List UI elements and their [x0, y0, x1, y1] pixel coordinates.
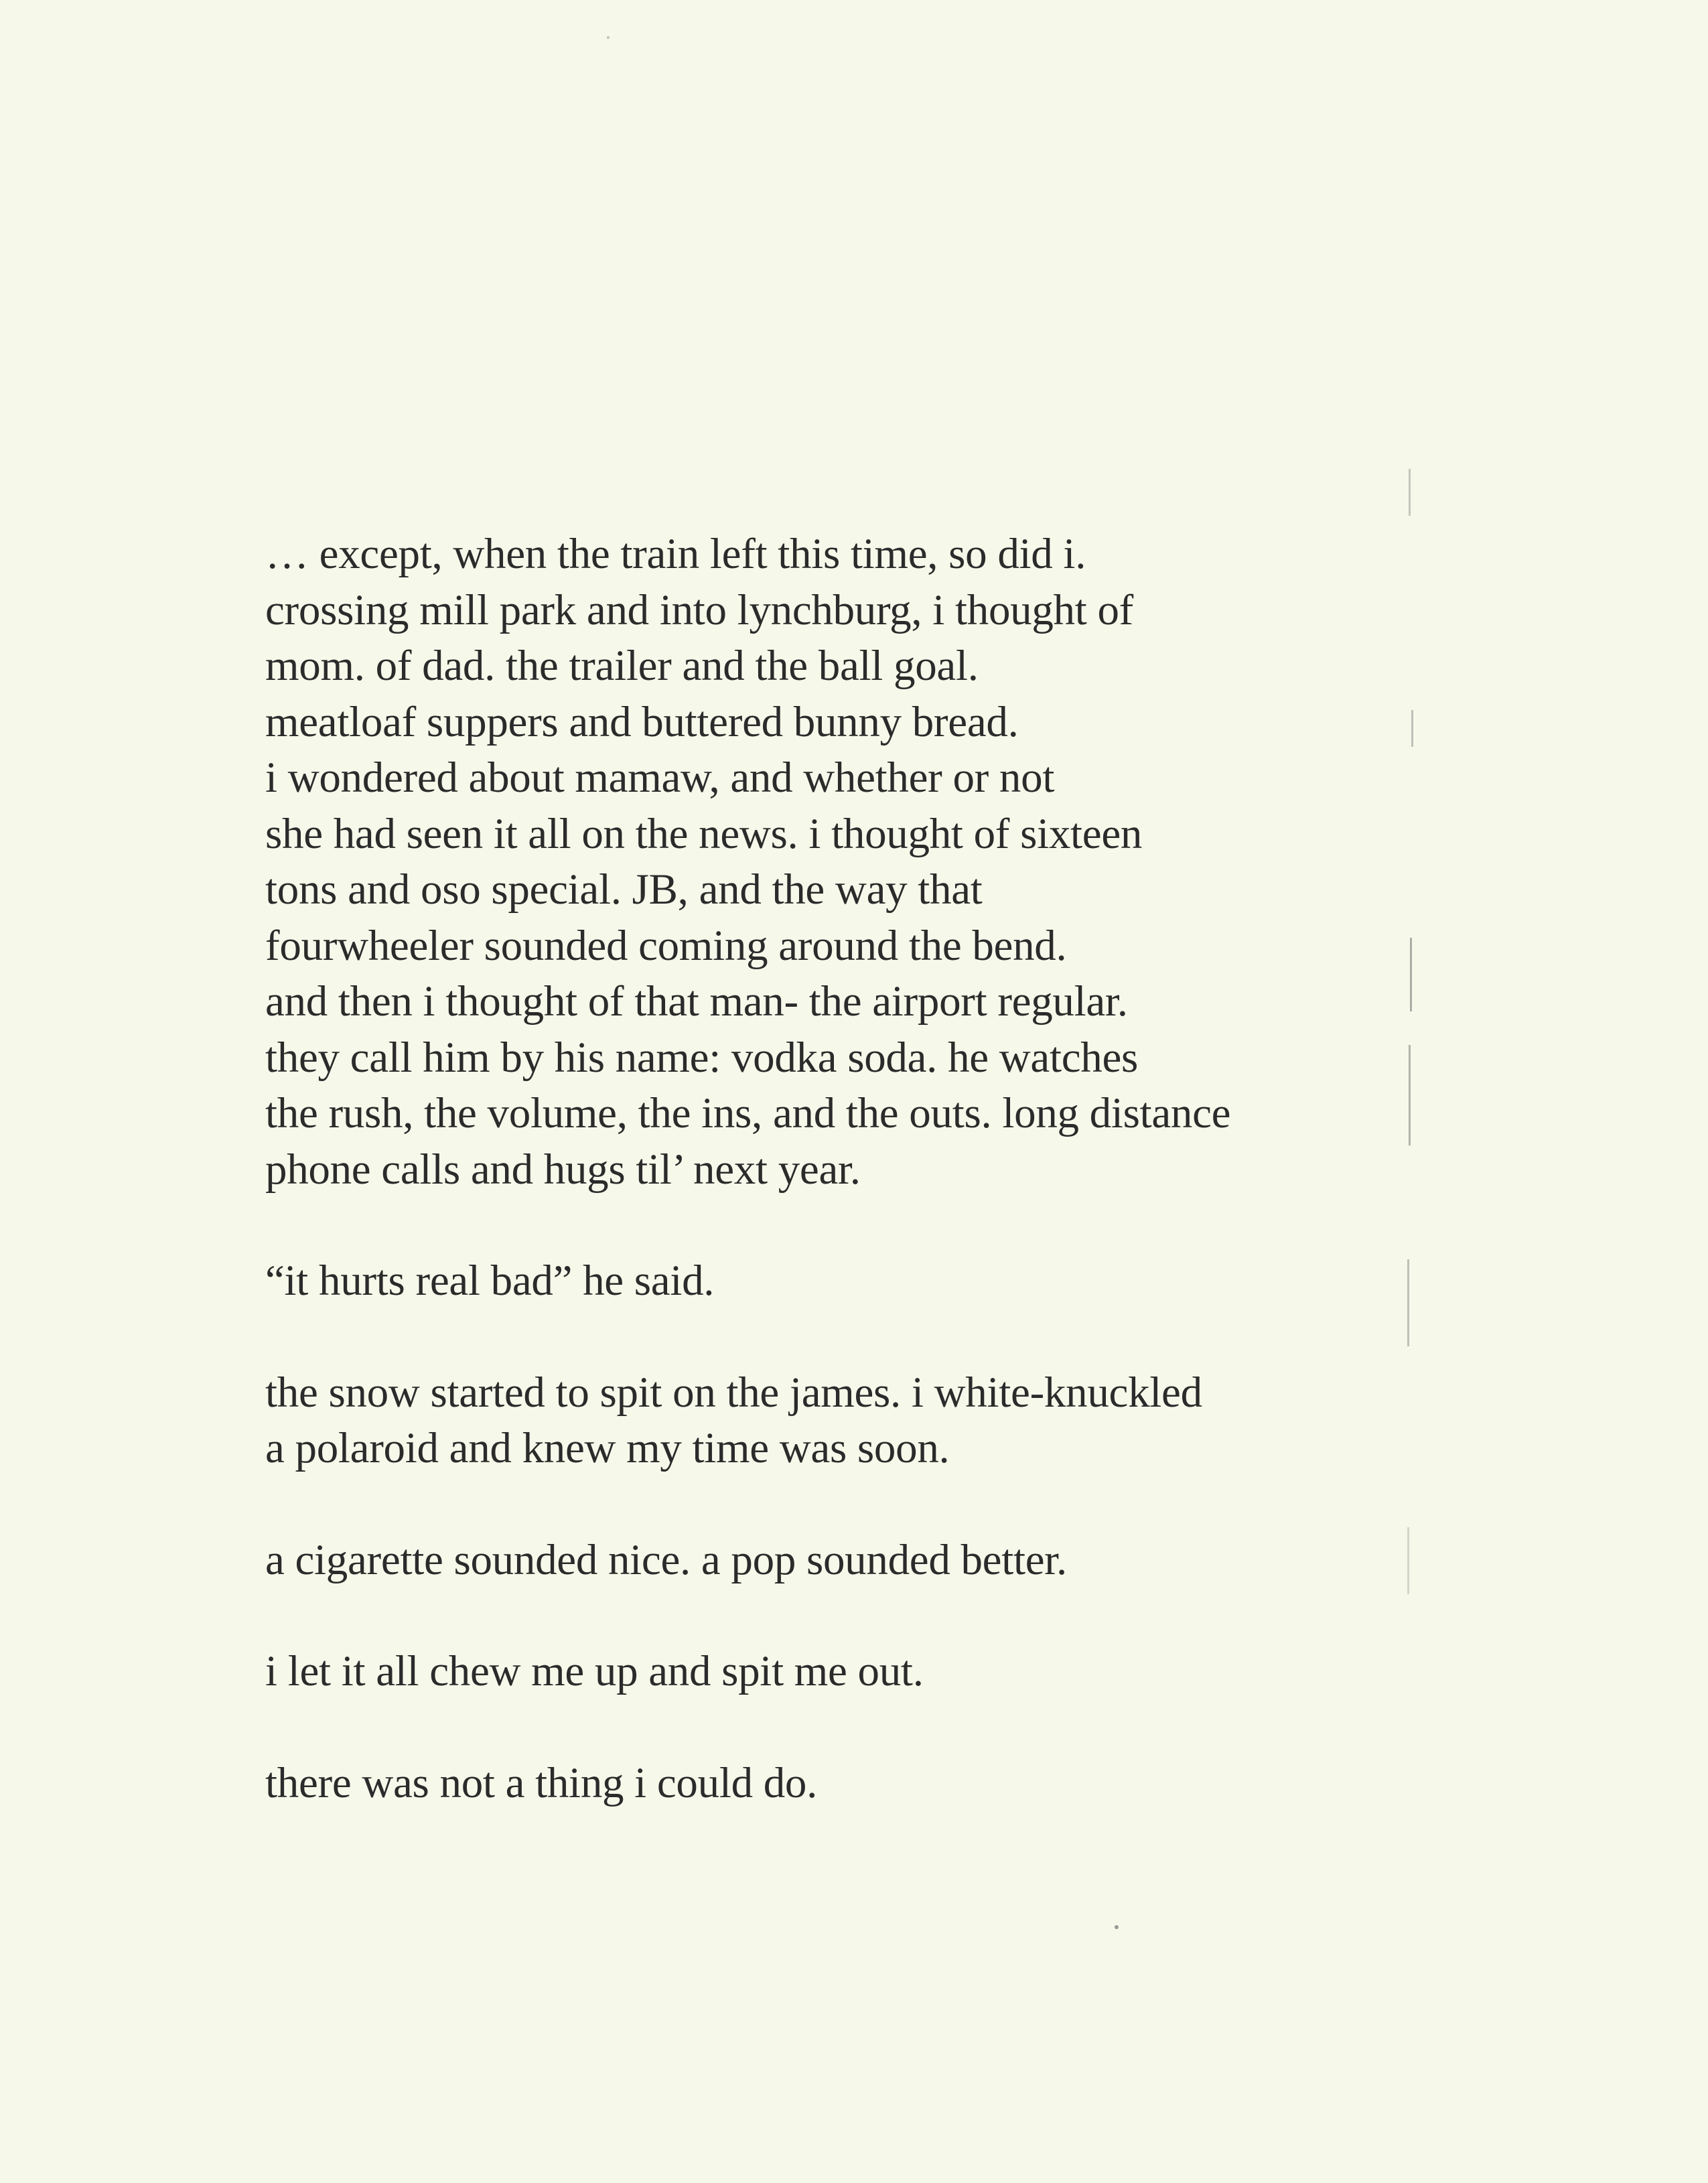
- poem-line: mom. of dad. the trailer and the ball goal.: [265, 642, 979, 690]
- poem-line: she had seen it all on the news. i thought of sixteen: [265, 809, 1143, 858]
- poem-line: and then i thought of that man- the airport regular.: [265, 977, 1128, 1026]
- poem-line: a polaroid and knew my time was soon.: [265, 1424, 950, 1472]
- scan-speck: [1115, 1925, 1119, 1929]
- stanza-3: [265, 1365, 1404, 1477]
- scan-artifact: [1409, 1045, 1411, 1145]
- poem-line: a cigarette sounded nice. a pop sounded better.: [265, 1535, 1068, 1584]
- scan-artifact: [1409, 469, 1411, 516]
- poem-line: i let it all chew me up and spit me out.: [265, 1647, 924, 1695]
- stanza-2: [265, 1253, 1404, 1310]
- poem-line: meatloaf suppers and buttered bunny bread.: [265, 697, 1019, 746]
- scan-artifact: [1407, 1259, 1409, 1346]
- scan-speck: [607, 36, 610, 39]
- poem-line: they call him by his name: vodka soda. he watches: [265, 1033, 1139, 1082]
- poem-line: crossing mill park and into lynchburg, i thought of: [265, 585, 1133, 634]
- scan-artifact: [1410, 938, 1412, 1011]
- poem-line: tons and oso special. JB, and the way that: [265, 865, 983, 914]
- stanza-4: [265, 1533, 1404, 1589]
- poem-line: the snow started to spit on the james. i white-knuckled: [265, 1368, 1202, 1417]
- poem-line: fourwheeler sounded coming around the bend.: [265, 921, 1067, 970]
- poem-line: i wondered about mamaw, and whether or not: [265, 754, 1055, 802]
- stanza-6: [265, 1756, 1404, 1812]
- poem-line: … except, when the train left this time, so did i.: [265, 530, 1086, 578]
- poem-line: “it hurts real bad” he said.: [265, 1257, 715, 1305]
- poem-line: phone calls and hugs til’ next year.: [265, 1145, 861, 1194]
- poem-line: the rush, the volume, the ins, and the outs. long distance: [265, 1089, 1231, 1137]
- poem-line: there was not a thing i could do.: [265, 1758, 818, 1807]
- poem-text: [265, 526, 1404, 1811]
- scan-artifact: [1407, 1527, 1409, 1594]
- stanza-5: [265, 1644, 1404, 1700]
- stanza-1: [265, 526, 1404, 1198]
- scan-artifact: [1411, 710, 1413, 747]
